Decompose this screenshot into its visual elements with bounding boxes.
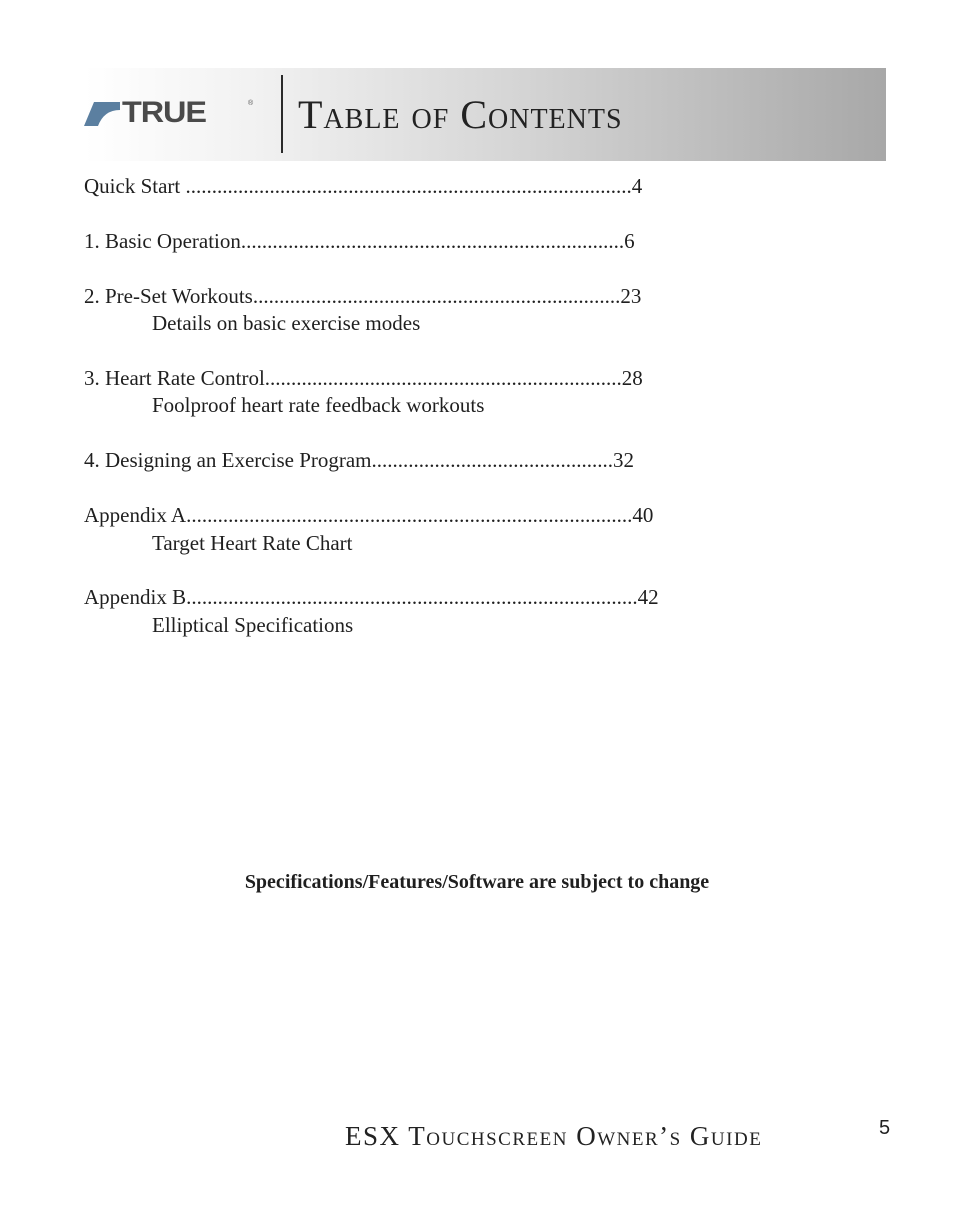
toc-entry-page: 40 (632, 503, 654, 527)
toc-entry-label: Quick Start (84, 174, 181, 198)
toc-entry-page: 28 (621, 366, 643, 390)
toc-entry-label: 2. Pre-Set Workouts (84, 284, 253, 308)
toc-entry-description: Target Heart Rate Chart (152, 531, 353, 555)
toc-leader-dots: ..................................................................................... (186, 503, 633, 527)
toc-entry-pre-set-workouts[interactable] (84, 283, 641, 309)
toc-entry-basic-operation[interactable] (84, 228, 635, 254)
toc-leader-dots: ......................................................................... (240, 229, 625, 253)
toc-entry-label: 3. Heart Rate Control (84, 366, 265, 390)
toc-leader-dots: ...................................................................................... (186, 585, 638, 609)
toc-entry-page: 23 (620, 284, 642, 308)
toc-leader-dots: .............................................. (371, 448, 614, 472)
toc-entry-label: Appendix B (84, 585, 187, 609)
toc-entry-page: 4 (631, 174, 643, 198)
header-banner (84, 68, 886, 161)
toc-entry-page: 42 (637, 585, 659, 609)
toc-entry-appendix-b[interactable] (84, 584, 659, 610)
toc-entry-heart-rate-control[interactable] (84, 365, 643, 391)
toc-entry-description: Details on basic exercise modes (152, 311, 421, 335)
toc-leader-dots: ..................................................................................... (180, 174, 632, 198)
toc-leader-dots: .................................................................... (264, 366, 622, 390)
toc-entry-label: 4. Designing an Exercise Program (84, 448, 372, 472)
footer-guide-title: ESX Touchscreen Owner’s Guide (345, 1121, 763, 1151)
toc-entry-page: 32 (613, 448, 635, 472)
toc-entry-page: 6 (624, 229, 635, 253)
toc-leader-dots: ...................................................................... (252, 284, 621, 308)
header-divider (281, 75, 283, 153)
toc-entry-label: Appendix A (84, 503, 187, 527)
toc-entry-exercise-program[interactable] (84, 447, 634, 473)
toc-entry-description: Elliptical Specifications (152, 613, 354, 637)
true-logo-mark-icon (84, 102, 120, 126)
toc-entry-quick-start[interactable] (84, 173, 642, 199)
toc-entry-description: Foolproof heart rate feedback workouts (152, 393, 485, 417)
page-title: Table of Contents (298, 92, 623, 137)
logo-wordmark: TRUE (122, 96, 206, 129)
page-number: 5 (879, 1117, 891, 1139)
true-logo (84, 96, 254, 129)
change-notice: Specifications/Features/Software are subject to change (244, 871, 710, 893)
logo-registered-mark: ® (248, 100, 254, 107)
toc-entry-label: 1. Basic Operation (84, 229, 241, 253)
toc-entry-appendix-a[interactable] (84, 502, 653, 528)
